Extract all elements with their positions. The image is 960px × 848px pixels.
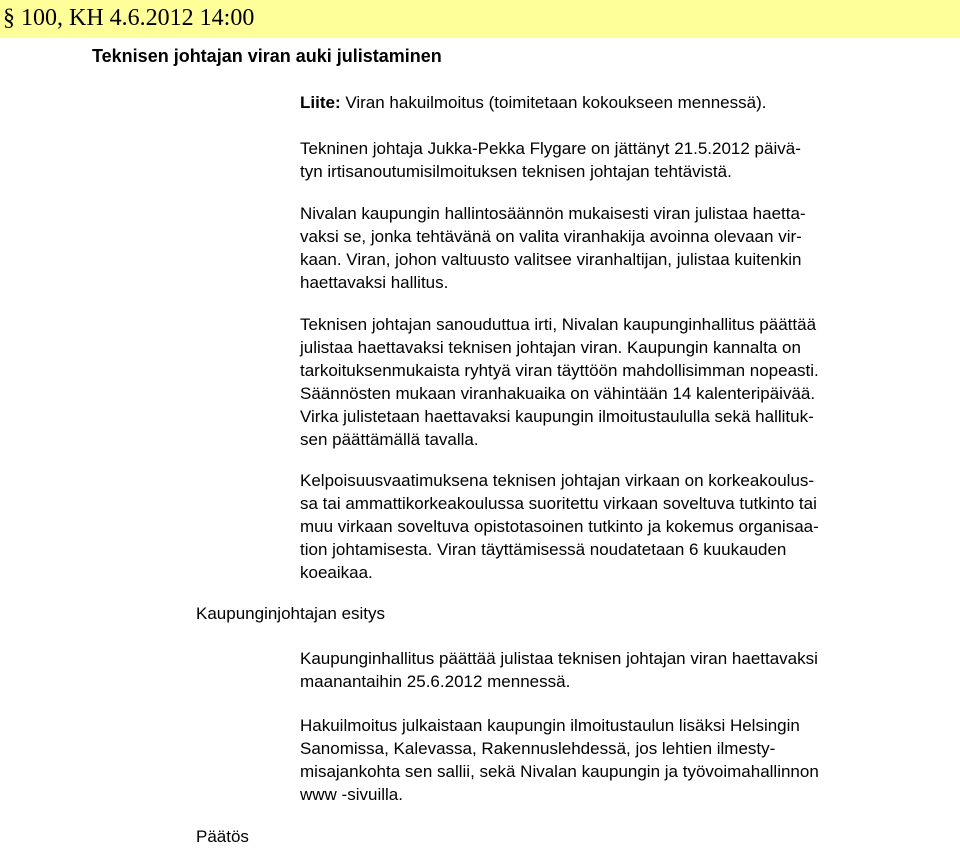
meeting-header-bar [0, 0, 960, 38]
meeting-section-header: § 100, KH 4.6.2012 14:00 [3, 5, 255, 31]
paragraph-line: Virka julistetaan haettavaksi kaupungin ilmoitustaululla sekä hallituk- [300, 407, 814, 426]
attachment-text: Viran hakuilmoitus (toimitetaan kokoukseen mennessä). [340, 93, 767, 112]
paragraph-line: tyn irtisanoutumisilmoituksen teknisen johtajan tehtävistä. [300, 162, 732, 181]
decision-label: Päätös [196, 827, 249, 846]
proposal-paragraph-announcement [300, 714, 819, 806]
paragraph-line: Kaupunginhallitus päättää julistaa teknisen johtajan viran haettavaksi [300, 649, 818, 668]
paragraph-line: www -sivuilla. [300, 785, 403, 804]
paragraph-line: maanantaihin 25.6.2012 mennessä. [300, 672, 571, 691]
paragraph-line: vaksi se, jonka tehtävänä on valita viranhakija avoinna olevaan vir- [300, 227, 802, 246]
paragraph-line: Hakuilmoitus julkaistaan kaupungin ilmoitustaulun lisäksi Helsingin [300, 716, 800, 735]
paragraph-line: Sanomissa, Kalevassa, Rakennuslehdessä, jos lehtien ilmesty- [300, 739, 776, 758]
paragraph-line: muu virkaan soveltuva opistotasoinen tutkinto ja kokemus organisaa- [300, 517, 819, 536]
paragraph-line: Säännösten mukaan viranhakuaika on vähintään 14 kalenteripäivää. [300, 384, 816, 403]
paragraph-line: Kelpoisuusvaatimuksena teknisen johtajan virkaan on korkeakoulus- [300, 471, 815, 490]
paragraph-administrative-rule [300, 202, 806, 294]
paragraph-line: Teknisen johtajan sanouduttua irti, Nivalan kaupunginhallitus päättää [300, 315, 817, 334]
proposal-paragraph-decision [300, 647, 818, 693]
section-title: Teknisen johtajan viran auki julistaminen [92, 46, 442, 66]
paragraph-line: julistaa haettavaksi teknisen johtajan viran. Kaupungin kannalta on [300, 338, 801, 357]
paragraph-line: Tekninen johtaja Jukka-Pekka Flygare on jättänyt 21.5.2012 päivä- [300, 139, 801, 158]
paragraph-line: kaan. Viran, johon valtuusto valitsee viranhaltijan, julistaa kuitenkin [300, 250, 802, 269]
attachment-label: Liite: [300, 93, 341, 112]
paragraph-line: misajankohta sen sallii, sekä Nivalan kaupungin ja työvoimahallinnon [300, 762, 819, 781]
paragraph-qualifications [300, 469, 819, 584]
paragraph-line: tarkoituksenmukaista ryhtyä viran täyttöön mahdollisimman nopeasti. [300, 361, 819, 380]
paragraph-line: sa tai ammattikorkeakoulussa suoritettu virkaan soveltuva tutkinto tai [300, 494, 817, 513]
paragraph-vacancy-decision [300, 313, 819, 451]
attachment-line [300, 91, 766, 114]
paragraph-line: sen päättämällä tavalla. [300, 430, 479, 449]
paragraph-line: haettavaksi hallitus. [300, 273, 449, 292]
proposal-label: Kaupunginjohtajan esitys [196, 604, 386, 623]
paragraph-resignation [300, 137, 801, 183]
paragraph-line: Nivalan kaupungin hallintosäännön mukaisesti viran julistaa haetta- [300, 204, 806, 223]
paragraph-line: koeaikaa. [300, 563, 373, 582]
paragraph-line: tion johtamisesta. Viran täyttämisessä noudatetaan 6 kuukauden [300, 540, 787, 559]
